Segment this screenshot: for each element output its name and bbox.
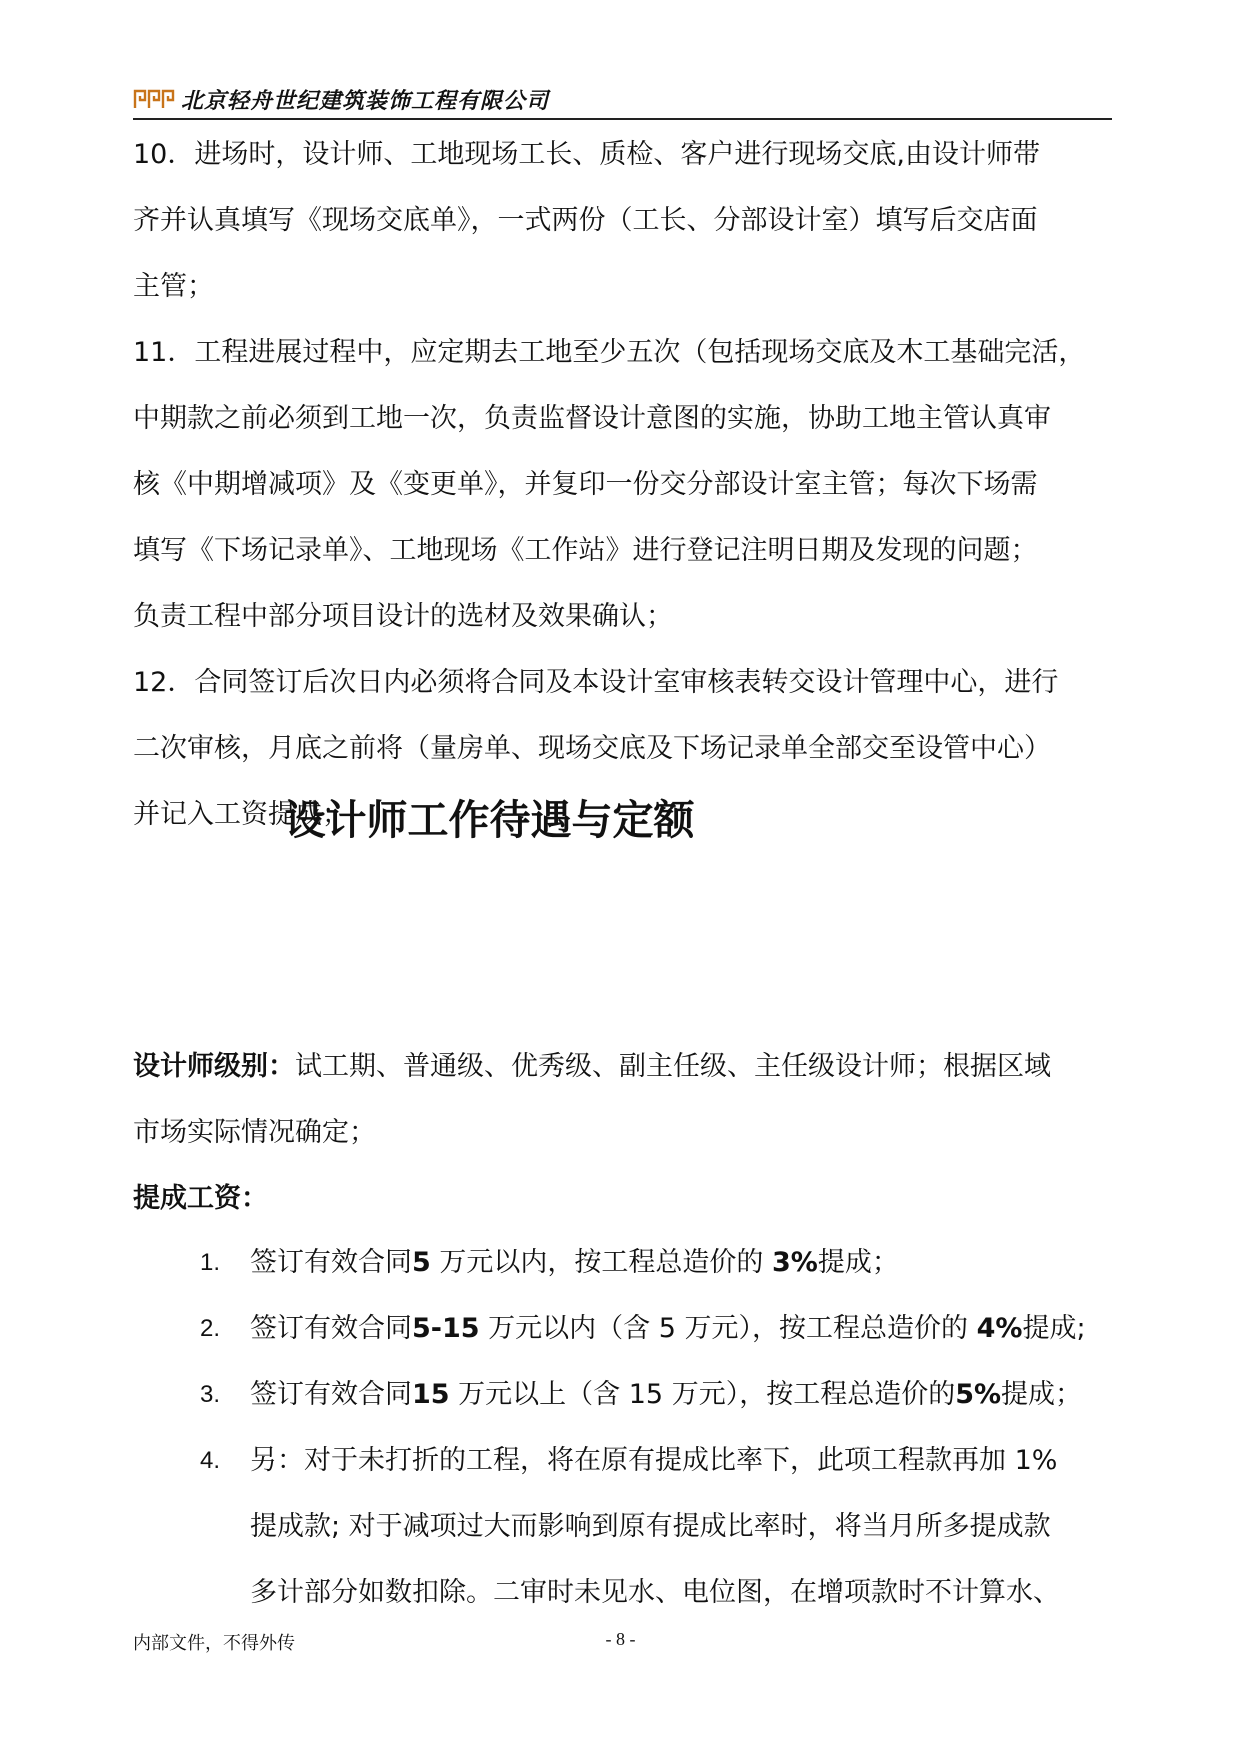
text-line: 中期款之前必须到工地一次，负责监督设计意图的实施，协助工地主管认真审	[133, 403, 1051, 434]
item-text: 提成;	[1022, 1313, 1086, 1344]
text-line: 填写《下场记录单》、工地现场《工作站》进行登记注明日期及发现的问题；	[133, 535, 1038, 566]
list-item	[133, 1428, 1123, 1494]
item-rate: 4%	[976, 1313, 1023, 1344]
item-text: 万元以内（含 5 万元），按工程总造价的	[488, 1313, 969, 1344]
text-line: 负责工程中部分项目设计的选材及效果确认；	[133, 601, 673, 632]
text-line: 齐并认真填写《现场交底单》，一式两份（工长、分部设计室）填写后交店面	[133, 205, 1038, 236]
list-item	[133, 1296, 1123, 1362]
levels-section	[133, 1034, 1123, 1232]
item-text: 签订有效合同	[250, 1379, 412, 1410]
item-rate: 5%	[955, 1379, 1002, 1410]
text-line: 二次审核，月底之前将（量房单、现场交底及下场记录单全部交至设管中心）	[133, 733, 1051, 764]
commission-list	[133, 1230, 1123, 1626]
levels-text: 试工期、普通级、优秀级、副主任级、主任级设计师；根据区域	[295, 1051, 1051, 1082]
text-line: 主管；	[133, 271, 214, 302]
list-number: 1.	[200, 1249, 221, 1276]
body-paragraphs	[133, 122, 1123, 848]
list-number: 2.	[200, 1315, 221, 1342]
text-line: 核《中期增减项》及《变更单》，并复印一份交分部设计室主管；每次下场需	[133, 469, 1038, 500]
page-header	[133, 84, 549, 114]
commission-label: 提成工资：	[133, 1183, 268, 1214]
text-line: 并记入工资提成；	[133, 799, 349, 830]
item-amount: 15	[412, 1379, 450, 1410]
item-text: 提成；	[1001, 1379, 1083, 1410]
footer-confidential-note: 内部文件，不得外传	[133, 1633, 295, 1654]
text-line: 10．进场时，设计师、工地现场工长、质检、客户进行现场交底,由设计师带	[133, 139, 1040, 170]
levels-label: 设计师级别：	[133, 1051, 295, 1082]
item-text: 万元以上（含 15 万元），按工程总造价的	[458, 1379, 956, 1410]
levels-line-2: 市场实际情况确定；	[133, 1117, 376, 1148]
item-text: 万元以内，按工程总造价的	[439, 1247, 764, 1278]
item-rate: 3%	[771, 1247, 818, 1278]
list-item-continuation: 提成款; 对于减项过大而影响到原有提成比率时，将当月所多提成款	[250, 1511, 1051, 1542]
text-line: 11．工程进展过程中，应定期去工地至少五次（包括现场交底及木工基础完活，	[133, 337, 1086, 368]
list-item-continuation: 多计部分如数扣除。二审时未见水、电位图，在增项款时不计算水、	[250, 1577, 1060, 1608]
item-text: 另：对于未打折的工程，将在原有提成比率下，此项工程款再加 1%	[250, 1445, 1058, 1476]
list-item	[133, 1362, 1123, 1428]
list-number: 3.	[200, 1381, 221, 1408]
header-divider	[133, 118, 1112, 120]
item-text: 签订有效合同	[250, 1247, 412, 1278]
company-logo-icon	[133, 88, 175, 110]
item-amount: 5-15	[412, 1313, 480, 1344]
company-name: 北京轻舟世纪建筑装饰工程有限公司	[181, 88, 550, 114]
footer-page-number: - 8 -	[605, 1629, 636, 1649]
section-title: 设计师工作待遇与定额	[284, 796, 695, 844]
item-amount: 5	[412, 1247, 431, 1278]
text-line: 12．合同签订后次日内必须将合同及本设计室审核表转交设计管理中心，进行	[133, 667, 1059, 698]
levels-line	[133, 1034, 1123, 1100]
list-number: 4.	[200, 1447, 221, 1474]
item-text: 签订有效合同	[250, 1313, 412, 1344]
item-text: 提成；	[817, 1247, 899, 1278]
list-item	[133, 1230, 1123, 1296]
